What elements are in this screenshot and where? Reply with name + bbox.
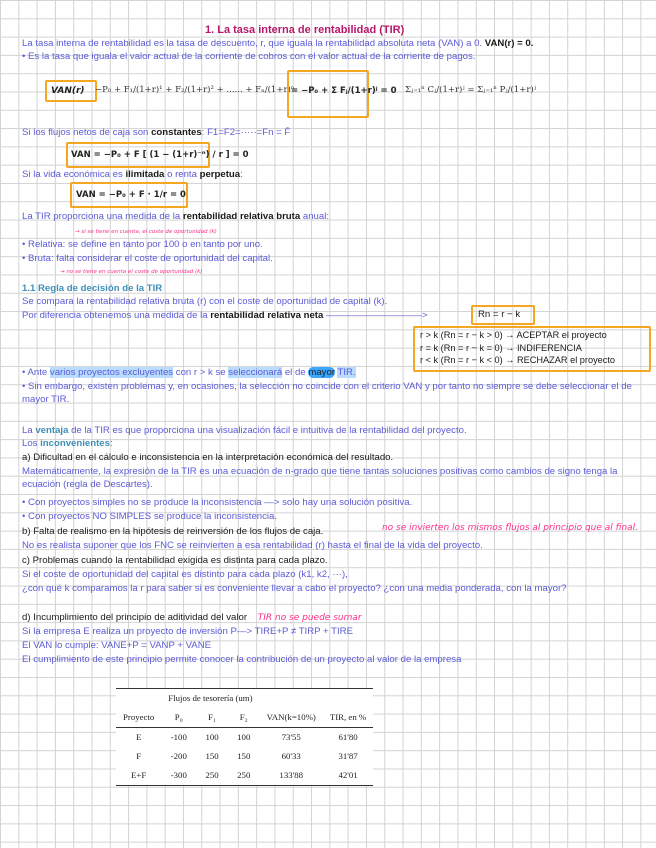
- perpetual-bold2: perpetua: [199, 169, 241, 180]
- intro-text: La tasa interna de rentabilidad es la tasa de descuento, r, que iguala la rentabilidad absoluta neta (VAN) a 0.: [22, 38, 483, 49]
- cell: 100: [205, 732, 219, 743]
- cell: E+F: [116, 766, 161, 786]
- measure-post: anual:: [302, 211, 330, 222]
- cell: 61'80: [338, 732, 358, 743]
- diff-arrow: ——————————>: [325, 310, 428, 321]
- item-d-body-1: Si la empresa E realiza un proyecto de inversión P—> TIRE+P ≠ TIRP + TIRE: [22, 626, 353, 637]
- perpetual-pre: Si la vida económica es: [22, 169, 123, 180]
- col-header-tir: TIR, en %: [323, 708, 373, 728]
- van-sum-formula: = −P₀ + Σ Fⱼ/(1+r)ʲ = 0: [291, 86, 397, 96]
- inconvenientes-line: [22, 438, 113, 451]
- excl-e: el de: [284, 367, 306, 378]
- rn-formula: Rn = r − k: [478, 309, 521, 320]
- perpetual-bold: ilimitada: [125, 169, 165, 180]
- cell: 250: [196, 766, 228, 786]
- section-heading-1-1: 1.1 Regla de decisión de la TIR: [22, 283, 163, 294]
- cell: -300: [161, 766, 196, 786]
- bullet-bruta: • Bruta: falta considerar el coste de oportunidad del capital.: [22, 253, 273, 264]
- cell: F: [136, 751, 142, 762]
- van-sum-box: [287, 70, 397, 118]
- col-header-f1: F₁: [196, 708, 228, 728]
- table-group-header-row: [116, 689, 373, 709]
- intro-line-1: [22, 38, 533, 51]
- item-c-body-2: ¿con qué k comparamos la r para saber si es conveniente llevar a cabo el proyecto? ¿con una media ponderada, con la mayor?: [22, 583, 567, 594]
- measure-pre: La TIR proporciona una medida de la: [22, 211, 181, 222]
- tir-table-container: [116, 688, 373, 786]
- diff-line: [22, 310, 428, 323]
- col-header-p0: P₀: [161, 708, 196, 728]
- rn-box: [471, 305, 535, 325]
- page-title: 1. La tasa interna de rentabilidad (TIR): [205, 24, 405, 36]
- item-b-body: No es realista suponer que los FNC se reinvierten a esa rentabilidad (r) hasta el final de la vida del proyecto.: [22, 540, 483, 551]
- ventaja-pre: La: [22, 425, 33, 436]
- perpetual-formula: VAN = −P₀ + F · 1/r = 0: [76, 190, 186, 200]
- table-row: [116, 747, 373, 766]
- decision-rules-box: [413, 326, 651, 372]
- item-a-bullet-2: • Con proyectos NO SIMPLES se produce la inconsistencia.: [22, 511, 278, 522]
- item-a-title: a) Dificultad en el cálculo e inconsistencia en la interpretación económica del resultado.: [22, 452, 394, 463]
- perpetual-line: [22, 169, 243, 182]
- diff-pre: Por diferencia obtenemos una medida de la: [22, 310, 208, 321]
- cell: 31'87: [338, 751, 358, 762]
- perpetual-formula-box: [70, 182, 188, 208]
- rule-accept: r > k (Rn = r − k > 0) → ACEPTAR el proyecto: [420, 330, 607, 340]
- table-header-row: [116, 708, 373, 728]
- exclusive-projects-line: [22, 367, 356, 380]
- cell: 60'33: [281, 751, 301, 762]
- cobros-pagos-formula: Σⱼ₌₁ⁿ Cⱼ/(1+r)ʲ = Σⱼ₌₁ⁿ Pⱼ/(1+r)ʲ: [405, 85, 536, 95]
- bullet-relativa: • Relativa: se define en tanto por 100 o en tanto por uno.: [22, 239, 263, 250]
- rule-reject: r < k (Rn = r − k < 0) → RECHAZAR el proyecto: [420, 355, 616, 365]
- cell: -200: [170, 751, 187, 762]
- rule-indifference: r = k (Rn = r − k = 0) → INDIFERENCIA: [420, 342, 582, 353]
- constant-post: : F1=F2=·····=Fn = F̄: [201, 127, 291, 138]
- cell: 150: [237, 751, 251, 762]
- ventaja-line: [22, 425, 467, 438]
- however-paragraph: • Sin embargo, existen problemas y, en ocasiones, la selección no coincide con el criterio VAN y por tanto no siempre se debe seleccionar el de mayor TIR.: [22, 381, 632, 405]
- constant-pre: Si los flujos netos de caja son: [22, 127, 149, 138]
- table-row: [116, 766, 373, 786]
- measure-line: [22, 211, 329, 224]
- excl-highlight-1: varios proyectos excluyentes: [49, 367, 174, 378]
- item-d-title: d) Incumplimiento del principio de aditividad del valor: [22, 612, 248, 623]
- ventaja-post: de la TIR es que proporciona una visualización fácil e intuitiva de la rentabilidad del proyecto.: [71, 425, 467, 436]
- cell: 73'55: [281, 732, 301, 743]
- item-c-body-1: Si el coste de oportunidad del capital es distinto para cada plazo (k1, k2, ···),: [22, 569, 348, 580]
- measure-bold: rentabilidad relativa bruta: [182, 211, 301, 222]
- cell: -100: [170, 732, 187, 743]
- constant-bold: constantes: [151, 127, 202, 138]
- item-d-handwritten-note: TIR no se puede sumar: [257, 613, 362, 623]
- col-header-proyecto: Proyecto: [116, 708, 161, 728]
- excl-c: con r > k se: [175, 367, 226, 378]
- constant-formula-box: [66, 142, 249, 168]
- ventaja-bold: ventaja: [35, 425, 69, 436]
- van-formula-expansion: −P₀ + F₁/(1+r)¹ + F₂/(1+r)² + ...... + Fₙ/(1+r)ⁿ: [95, 85, 295, 95]
- compare-line: Se compara la rentabilidad relativa bruta (r) con el coste de oportunidad de capital (k).: [22, 296, 388, 307]
- cell: 42'01: [323, 766, 373, 786]
- cell: 133'88: [260, 766, 323, 786]
- tir-table: [116, 688, 373, 786]
- cell: 100: [237, 732, 251, 743]
- constant-formula: VAN = −P₀ + F [ (1 − (1+r)⁻ⁿ) / r ] = 0: [71, 150, 249, 160]
- item-d-body-2: El VAN lo cumple: VANE+P = VANP + VANE: [22, 640, 212, 651]
- excl-highlight-3: mayor: [308, 367, 335, 378]
- constant-flows-line: [22, 127, 290, 140]
- excl-a: • Ante: [22, 367, 48, 378]
- item-a-bullet-1: • Con proyectos simples no se produce la inconsistencia —> solo hay una solución positiva.: [22, 497, 413, 508]
- col-header-van: VAN(k=10%): [260, 708, 323, 728]
- handwritten-note-2: → no se tiene en cuenta el coste de oportunidad (k): [60, 269, 203, 275]
- excl-highlight-2: seleccionará: [228, 367, 283, 378]
- group-header: Flujos de tesorería (um): [161, 689, 259, 709]
- inconv-bold: inconvenientes: [40, 438, 110, 449]
- table-row: [116, 728, 373, 748]
- perpetual-post: :: [240, 169, 243, 180]
- van-label: VAN(r): [51, 86, 85, 96]
- item-d-body-3: El cumplimiento de este principio permite conocer la contribución de un proyecto al valor de la empresa: [22, 654, 462, 665]
- inconv-post: :: [109, 438, 113, 449]
- item-b-title: b) Falta de realismo en la hipótesis de reinversión de los flujos de caja.: [22, 526, 324, 537]
- van-label-box: [45, 80, 97, 102]
- cell: E: [135, 732, 142, 743]
- diff-bold: rentabilidad relativa neta: [210, 310, 324, 321]
- item-c-title: c) Problemas cuando la rentabilidad exigida es distinta para cada plazo.: [22, 555, 328, 566]
- item-a-body: Matemáticamente, la expresión de la TIR es una ecuación de n-grado que tiene tantas soluciones positivas como cambios de signo tenga la ecuación (regla de Descartes).: [22, 466, 618, 490]
- handwritten-note-1: → si se tiene en cuenta, el coste de oportunidad (k): [75, 229, 217, 235]
- cell: 250: [228, 766, 260, 786]
- intro-line-2: • Es la tasa que iguala el valor actual de la corriente de cobros con el valor actual de la corriente de pagos.: [22, 51, 476, 62]
- intro-formula: VAN(r) = 0.: [484, 38, 534, 49]
- item-b-handwritten-note: no se invierten los mismos flujos al principio que al final.: [381, 523, 639, 533]
- perpetual-mid: o renta: [167, 169, 197, 180]
- item-d-line: [22, 612, 362, 625]
- excl-g: TIR.: [337, 367, 356, 378]
- inconv-pre: Los: [22, 438, 38, 449]
- col-header-f2: F₂: [228, 708, 260, 728]
- cell: 150: [205, 751, 219, 762]
